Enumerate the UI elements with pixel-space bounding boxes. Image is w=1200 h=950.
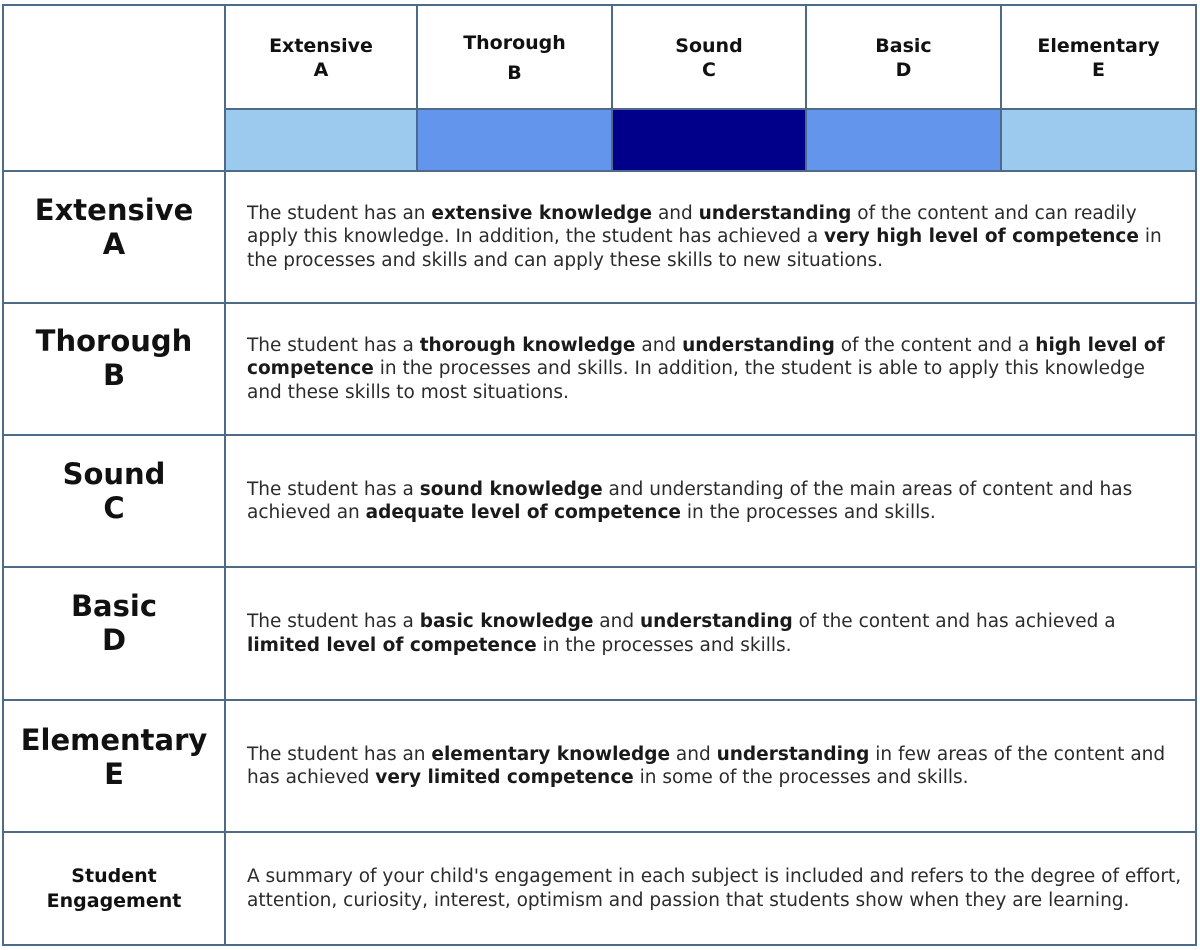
header-grade-letter: B (507, 62, 522, 84)
header-grade-name: Extensive (269, 35, 373, 57)
header-grade-letter: D (895, 59, 912, 81)
engagement-label-line1: Student (71, 864, 157, 887)
row-label-c (4, 457, 224, 537)
description-text: in the processes and skills. (536, 634, 792, 656)
row-label-d (4, 589, 224, 669)
grade-color-swatch-d (807, 110, 1000, 170)
header-grade-c (613, 30, 805, 86)
grade-color-swatch-e (1002, 110, 1195, 170)
description-text: and (635, 334, 683, 356)
row-grade-letter: C (103, 491, 125, 525)
header-grade-letter: E (1092, 59, 1105, 81)
description-text: in the processes and skills and can apply these skills to new situations. (247, 226, 1162, 271)
header-grade-b (418, 26, 611, 90)
emphasized-text: high level of competence (247, 334, 1165, 380)
description-text: and understanding of the main areas of content and has achieved an (247, 478, 1133, 523)
emphasized-text: understanding (682, 334, 835, 356)
grade-description-text (247, 202, 1182, 273)
header-grade-name: Sound (675, 35, 743, 57)
header-grade-name: Elementary (1037, 35, 1160, 57)
grade-description-text (247, 743, 1182, 790)
grade-description (247, 304, 1182, 434)
grade-description (247, 568, 1182, 699)
engagement-description (247, 833, 1182, 944)
description-text: The student has a (247, 334, 420, 356)
description-text: The student has a (247, 478, 420, 500)
emphasized-text: understanding (716, 743, 870, 765)
header-grade-letter: A (313, 59, 329, 81)
emphasized-text: extensive knowledge (431, 202, 653, 224)
engagement-label-line2: Engagement (46, 889, 182, 912)
grade-description-text (247, 478, 1182, 525)
emphasized-text: sound knowledge (419, 478, 603, 500)
description-text: and (652, 202, 699, 224)
description-text: of the content and a (834, 334, 1036, 356)
emphasized-text: understanding (639, 611, 793, 632)
emphasized-text: adequate level of competence (365, 502, 681, 523)
engagement-description-text: A summary of your child's engagement in each subject is included and refers to the degree of effort, attention, curiosity, interest, optimism and passion that students show when they are learning. (247, 866, 1182, 911)
grade-description (247, 701, 1182, 831)
row-grade-letter: E (104, 757, 124, 791)
row-grade-letter: B (102, 358, 126, 392)
grade-description (247, 436, 1182, 566)
emphasized-text: limited level of competence (247, 634, 537, 656)
row-label-engagement (4, 833, 224, 944)
grade-color-swatch-a (226, 110, 416, 170)
row-grade-name: Thorough (35, 324, 193, 358)
emphasized-text: thorough knowledge (419, 334, 636, 356)
emphasized-text: understanding (698, 202, 852, 224)
description-text: The student has an (247, 202, 432, 224)
header-grade-letter: C (702, 59, 716, 81)
row-grade-letter: D (101, 623, 127, 657)
grade-color-swatch-c (613, 110, 805, 170)
description-text: in some of the processes and skills. (633, 767, 969, 788)
emphasized-text: basic knowledge (419, 611, 594, 632)
description-text: in few areas of the content and has achieved (247, 743, 1166, 788)
description-text: of the content and has achieved a (792, 611, 1116, 632)
row-grade-name: Elementary (20, 723, 208, 757)
header-grade-name: Thorough (463, 32, 566, 54)
grade-description-text (247, 610, 1182, 657)
emphasized-text: very high level of competence (824, 226, 1139, 248)
description-text: The student has an (247, 743, 432, 765)
description-text: The student has a (247, 611, 420, 632)
row-grade-name: Basic (70, 589, 158, 623)
header-grade-name: Basic (875, 35, 932, 57)
emphasized-text: very limited competence (375, 767, 634, 788)
emphasized-text: elementary knowledge (431, 743, 670, 765)
row-grade-name: Sound (62, 457, 166, 491)
table-border-right (1195, 4, 1197, 946)
row-label-e (4, 723, 224, 803)
table-border-top (2, 4, 1197, 6)
header-grade-a (226, 30, 416, 86)
grade-description (247, 172, 1182, 302)
description-text: and (670, 743, 717, 765)
row-label-b (4, 324, 224, 404)
grade-color-swatch-b (418, 110, 611, 170)
row-grade-name: Extensive (34, 193, 194, 227)
header-grade-d (807, 30, 1000, 86)
description-text: in the processes and skills. In addition, the student is able to apply this knowledge and these skills to most situations. (247, 358, 1145, 403)
description-text: and (593, 611, 640, 632)
grade-description-text (247, 334, 1182, 405)
header-grade-e (1002, 30, 1195, 86)
description-text: in the processes and skills. (680, 502, 936, 523)
description-text: of the content and can readily apply this knowledge. In addition, the student has achieved a (247, 202, 1137, 248)
table-border-bottom (2, 944, 1197, 946)
row-label-a (4, 193, 224, 273)
row-grade-letter: A (102, 227, 126, 261)
